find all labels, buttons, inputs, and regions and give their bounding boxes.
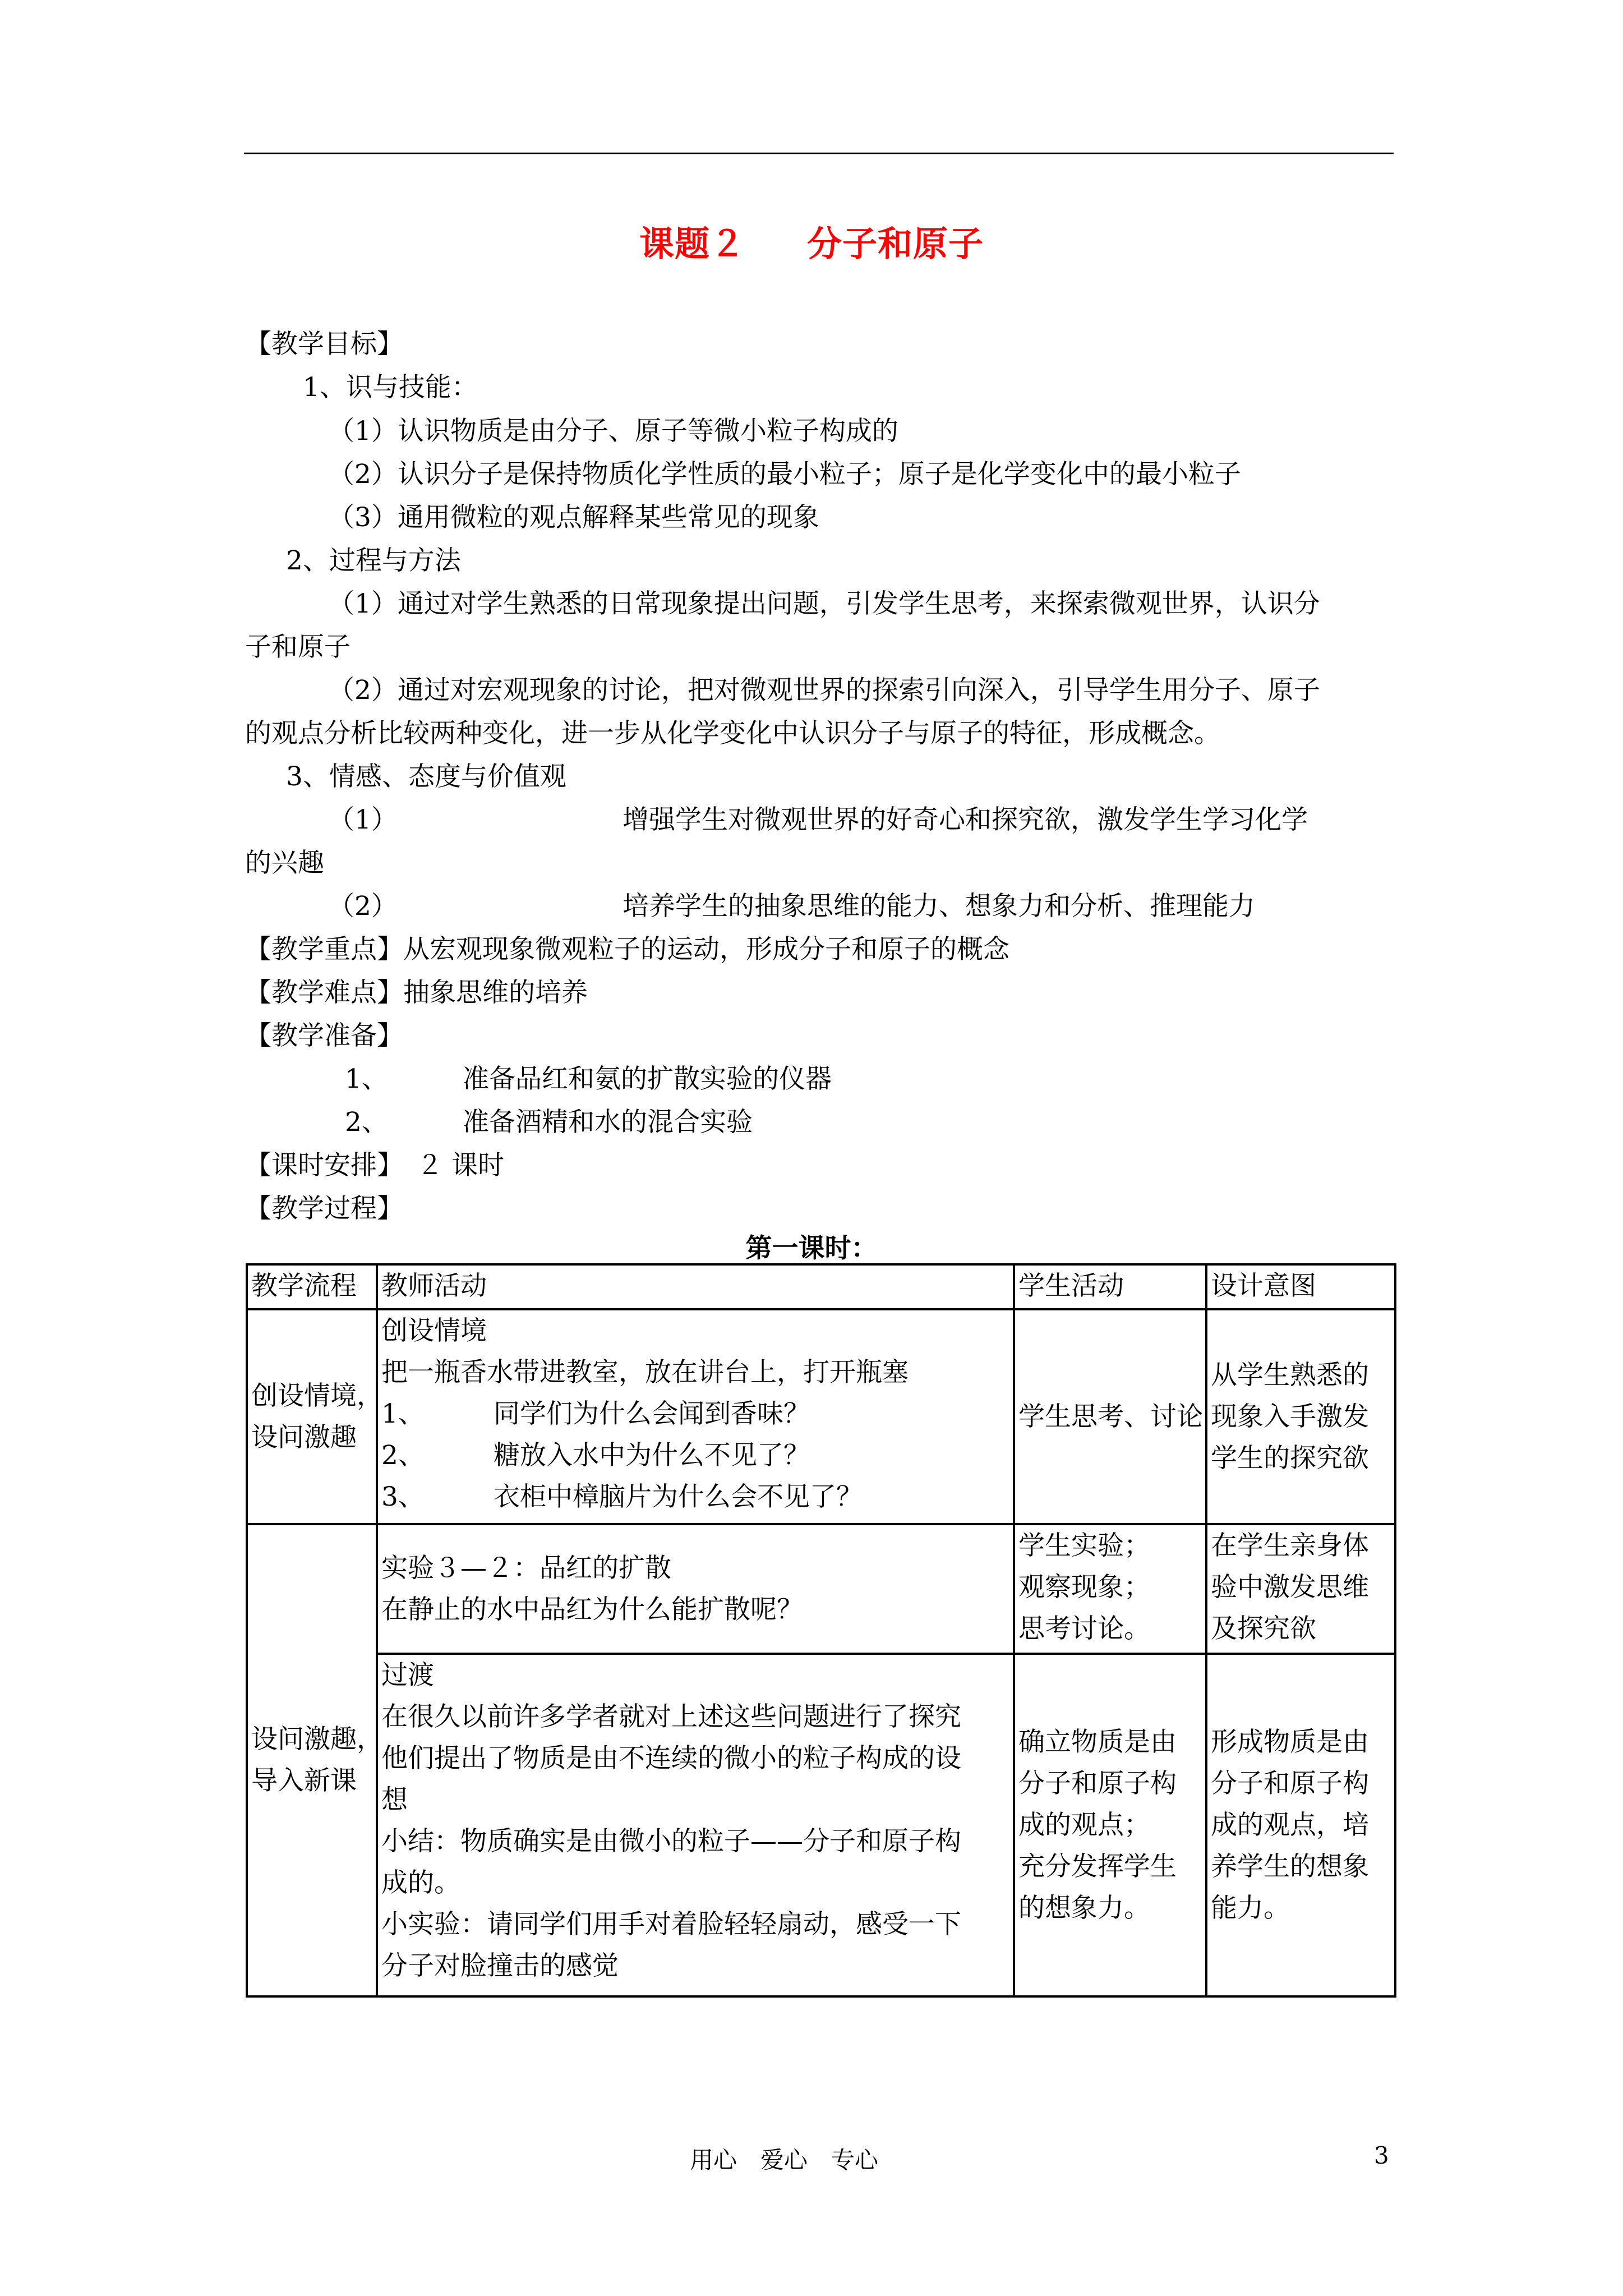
cell-line: 实验３—２：品红的扩散: [381, 1552, 671, 1584]
key-point: [245, 933, 1009, 967]
difficulty-text: 抽象思维的培养: [403, 977, 588, 1008]
cell-line: 分子对脸撞击的感觉: [381, 1950, 619, 1981]
cell-line: 及探究欲: [1211, 1613, 1316, 1644]
objective-1-item-2: （2）认识分子是保持物质化学性质的最小粒子；原子是化学变化中的最小粒子: [328, 459, 1241, 490]
cell-line: 成的。: [381, 1867, 460, 1898]
cell-line: 学生思考、讨论: [1018, 1401, 1203, 1432]
preparation-item-2-number: 2、: [345, 1107, 388, 1138]
table-row: [247, 1654, 1395, 1996]
schedule-text: ２ 课时: [417, 1150, 504, 1181]
lesson-1-title: 第一课时：: [745, 1233, 878, 1264]
cell-line: 分子和原子构: [1211, 1768, 1369, 1799]
cell-line: 学生实验；: [1018, 1530, 1150, 1561]
objective-section-2-title: 2、过程与方法: [286, 545, 461, 576]
preparation-item-1-text: 准备品红和氨的扩散实验的仪器: [463, 1064, 832, 1094]
difficulty: [245, 976, 588, 1010]
cell-line: 验中激发思维: [1211, 1572, 1369, 1603]
cell-line: 导入新课: [251, 1765, 357, 1796]
objective-3-item-2-number: （2）: [328, 891, 398, 922]
row1-teacher: [377, 1309, 1014, 1524]
row2-intent: [1206, 1524, 1395, 1654]
key-point-label: 【教学重点】: [245, 934, 403, 965]
page-title: [0, 216, 1623, 266]
table-row: [247, 1524, 1395, 1654]
cell-line: 过渡: [381, 1660, 434, 1691]
question-3: [381, 1476, 1009, 1518]
objective-2-item-2-line-2: 的观点分析比较两种变化，进一步从化学变化中认识分子与原子的特征，形成概念。: [245, 718, 1220, 749]
header-intent: 设计意图: [1206, 1264, 1395, 1309]
objective-3-item-1-number: （1）: [328, 804, 398, 835]
cell-line: 在静止的水中品红为什么能扩散呢？: [381, 1594, 803, 1625]
cell-line: 在很久以前许多学者就对上述这些问题进行了探究: [381, 1701, 961, 1732]
row3-teacher: [377, 1654, 1014, 1996]
objective-2-item-1-line-2: 子和原子: [245, 632, 351, 662]
cell-line: 在学生亲身体: [1211, 1530, 1369, 1561]
objective-3-item-1-line-2: 的兴趣: [245, 848, 324, 878]
objective-2-item-1-line-1: （1）通过对学生熟悉的日常现象提出问题，引发学生思考，来探索微观世界，认识分: [328, 588, 1320, 619]
cell-line: 成的观点，培: [1211, 1809, 1369, 1841]
row2-student: [1014, 1524, 1206, 1654]
cell-line: 设问激趣: [251, 1421, 357, 1453]
table-header-row: [247, 1264, 1395, 1309]
objective-3-item-2-text: 培养学生的抽象思维的能力、想象力和分析、推理能力: [623, 891, 1255, 922]
row3-flow: [247, 1524, 383, 1996]
cell-line: 学生的探究欲: [1211, 1442, 1369, 1474]
row3-intent: [1206, 1654, 1395, 1996]
title-topic: 分子和原子: [807, 223, 984, 264]
schedule-label: 【课时安排】: [245, 1150, 403, 1181]
question-1: [381, 1393, 1009, 1435]
question-number: 2、: [381, 1440, 425, 1471]
objective-3-item-1-line-1: 增强学生对微观世界的好奇心和探究欲，激发学生学习化学: [623, 804, 1308, 835]
cell-line: 确立物质是由: [1018, 1726, 1177, 1757]
header-student: 学生活动: [1014, 1264, 1206, 1309]
cell-line: 从学生熟悉的: [1211, 1359, 1369, 1391]
question-text: 同学们为什么会闻到香味？: [494, 1398, 810, 1429]
question-text: 衣柜中樟脑片为什么会不见了？: [494, 1481, 863, 1512]
cell-line: 他们提出了物质是由不连续的微小的粒子构成的设: [381, 1743, 961, 1774]
objectives-heading: 【教学目标】: [245, 329, 403, 360]
preparation-item-1-number: 1、: [345, 1064, 388, 1094]
preparation-item-2-text: 准备酒精和水的混合实验: [463, 1107, 753, 1138]
question-number: 3、: [381, 1481, 425, 1512]
cell-line: 把一瓶香水带进教室，放在讲台上，打开瓶塞: [381, 1357, 909, 1388]
cell-line: 小结：物质确实是由微小的粒子——分子和原子构: [381, 1826, 961, 1857]
row1-intent: [1206, 1309, 1395, 1524]
question-number: 1、: [381, 1398, 425, 1429]
schedule: [245, 1149, 504, 1182]
cell-line: 形成物质是由: [1211, 1726, 1369, 1757]
objective-1-item-3: （3）通用微粒的观点解释某些常见的现象: [328, 502, 819, 533]
cell-line: 养学生的想象: [1211, 1851, 1369, 1882]
cell-line: 成的观点；: [1018, 1809, 1150, 1841]
page-number: 3: [1374, 2142, 1389, 2169]
objective-section-3-title: 3、情感、态度与价值观: [286, 761, 566, 792]
process-heading: 【教学过程】: [245, 1193, 403, 1224]
cell-line: 的想象力。: [1018, 1892, 1150, 1924]
preparation-heading: 【教学准备】: [245, 1020, 403, 1051]
cell-line: 小实验：请同学们用手对着脸轻轻扇动，感受一下: [381, 1909, 961, 1940]
cell-line: 能力。: [1211, 1892, 1290, 1924]
cell-line: 想: [381, 1784, 408, 1815]
objective-section-1-title: 1、识与技能：: [303, 372, 478, 403]
cell-line: 现象入手激发: [1211, 1401, 1369, 1432]
cell-line: 充分发挥学生: [1018, 1851, 1177, 1882]
table-row: [247, 1309, 1395, 1524]
question-text: 糖放入水中为什么不见了？: [494, 1440, 810, 1471]
key-point-text: 从宏观现象微观粒子的运动，形成分子和原子的概念: [403, 934, 1009, 965]
row3-student: [1014, 1654, 1206, 1996]
lesson-1-table: [246, 1263, 1396, 1998]
title-lesson-number: 课题２: [639, 223, 745, 264]
row1-student: [1014, 1309, 1206, 1524]
header-flow: 教学流程: [247, 1264, 377, 1309]
row1-flow: [247, 1309, 383, 1524]
cell-line: 创设情境，: [251, 1380, 383, 1411]
cell-line: 创设情境: [381, 1315, 487, 1346]
difficulty-label: 【教学难点】: [245, 977, 403, 1008]
cell-line: 分子和原子构: [1018, 1768, 1177, 1799]
header-rule: [244, 153, 1394, 154]
row2-teacher: [377, 1524, 1014, 1654]
footer-motto: 用心 爱心 专心: [690, 2146, 879, 2174]
cell-line: 设问激趣，: [251, 1724, 383, 1755]
question-2: [381, 1435, 1009, 1476]
cell-line: 思考讨论。: [1018, 1613, 1150, 1644]
header-teacher: 教师活动: [377, 1264, 1014, 1309]
objective-2-item-2-line-1: （2）通过对宏观现象的讨论，把对微观世界的探索引向深入，引导学生用分子、原子: [328, 675, 1320, 706]
objective-1-item-1: （1）认识物质是由分子、原子等微小粒子构成的: [328, 416, 898, 447]
cell-line: 观察现象；: [1018, 1572, 1150, 1603]
